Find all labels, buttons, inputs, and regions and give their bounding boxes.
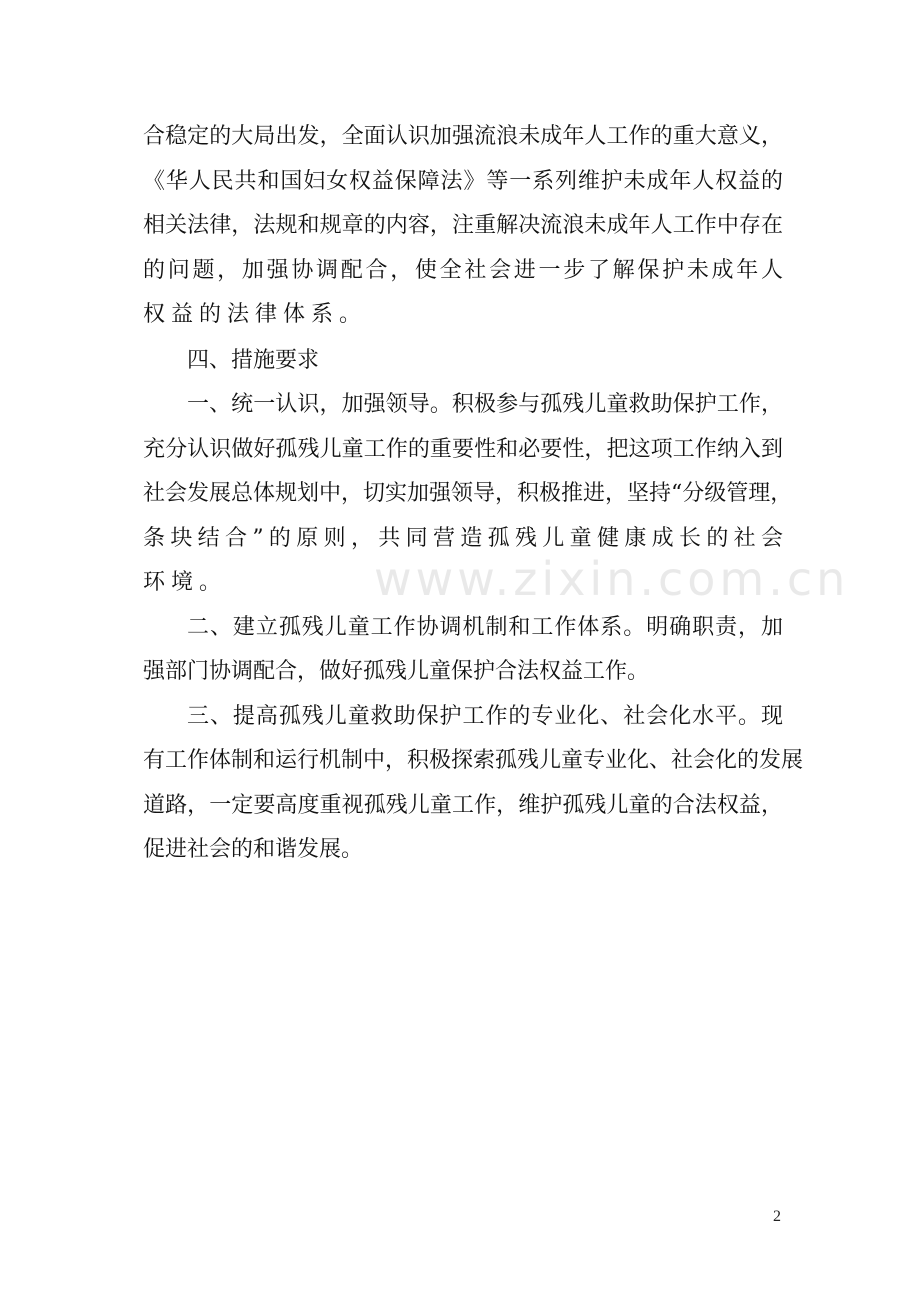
text-line: 四、措施要求 [187,347,320,373]
page-number: 2 [773,1208,781,1225]
paragraph-measure-1 [143,383,793,606]
text-line: 《华人民共和国妇女权益保障法》等一系列维护未成年人权益的 [143,168,783,194]
document-body [143,115,804,873]
paragraph-measure-3 [143,695,804,873]
text-line: 的问题，加强协调配合，使全社会进一步了解保护未成年人 [143,257,783,283]
text-line: 社会发展总体规划中，切实加强领导，积极推进，坚持“分级管理， [143,481,793,506]
text-line: 有工作体制和运行机制中，积极探索孤残儿童专业化、社会化的发展 [143,748,804,773]
text-line: 二、建立孤残儿童工作协调机制和工作体系。明确职责，加 [187,614,783,640]
text-line: 条块结合”的原则，共同营造孤残儿童健康成长的社会 [143,525,783,551]
text-line: 强部门协调配合，做好孤残儿童保护合法权益工作。 [143,659,650,684]
section-heading-measures [143,339,783,384]
paragraph-1 [143,115,783,338]
text-line: 三、提高孤残儿童救助保护工作的专业化、社会化水平。现 [187,703,783,729]
text-line: 相关法律，法规和规章的内容，注重解决流浪未成年人工作中存在 [143,213,783,238]
text-line: 权益的法律体系。 [143,302,368,327]
text-line: 道路，一定要高度重视孤残儿童工作，维护孤残儿童的合法权益， [143,792,783,818]
text-line: 充分认识做好孤残儿童工作的重要性和必要性，把这项工作纳入到 [143,436,783,462]
text-line: 促进社会的和谐发展。 [143,837,364,862]
text-line: 一、统一认识，加强领导。积极参与孤残儿童救助保护工作， [187,392,783,417]
text-line: 环境。 [143,570,228,595]
paragraph-measure-2 [143,606,783,695]
watermark: www.zixin.com.cn [374,552,850,606]
text-line: 合稳定的大局出发，全面认识加强流浪未成年人工作的重大意义， [143,124,783,149]
